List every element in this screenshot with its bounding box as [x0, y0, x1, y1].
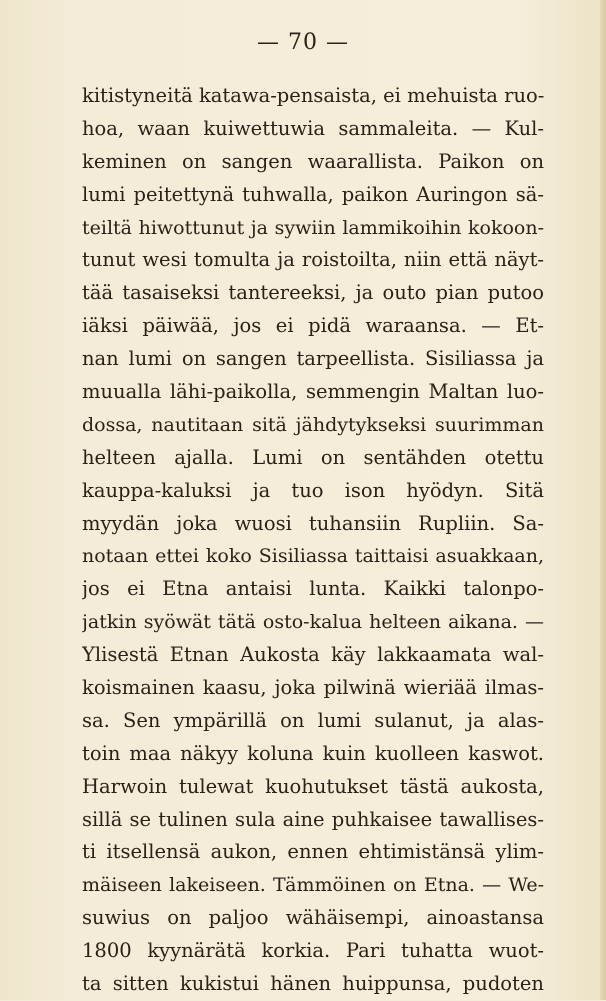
text-line: ti itsellensä aukon, ennen ehtimistänsä ylim-: [82, 840, 544, 864]
text-line: tää tasaiseksi tantereeksi, ja outo pian putoo: [82, 281, 544, 305]
text-line: Harwoin tulewat kuohutukset tästä aukosta,: [82, 774, 544, 798]
body-text: [82, 80, 544, 1001]
text-line: toin maa näkyy koluna kuin kuolleen kaswot.: [82, 741, 544, 765]
text-line: myydän joka wuosi tuhansiin Rupliin. Sa-: [82, 511, 544, 535]
page-edge: [600, 0, 606, 1000]
text-line: muualla lähi-paikolla, semmengin Maltan luo-: [82, 380, 544, 404]
text-line: teiltä hiwottunut ja sywiin lammikoihin kokoon-: [82, 216, 544, 239]
text-line: kauppa-kaluksi ja tuo ison hyödyn. Sitä: [82, 478, 544, 502]
text-line: mäiseen lakeiseen. Tämmöinen on Etna. — We-: [82, 874, 544, 897]
text-line: notaan ettei koko Sisiliassa taittaisi asuakkaan,: [82, 545, 544, 568]
text-line: nan lumi on sangen tarpeellista. Sisiliassa ja: [82, 347, 544, 371]
text-line: sa. Sen ympärillä on lumi sulanut, ja alas-: [82, 708, 544, 732]
text-line: hoa, waan kuiwettuwia sammaleita. — Kul-: [82, 116, 544, 140]
text-line: lumi peitettynä tuhwalla, paikon Auringon sä-: [82, 182, 544, 206]
text-line: dossa, nautitaan sitä jähdytykseksi suurimman: [82, 413, 544, 436]
text-line: ta sitten kukistui hänen huippunsa, pudoten: [82, 972, 544, 996]
text-line: jatkin syöwät tätä osto-kalua helteen aikana. —: [82, 611, 544, 634]
text-line: helteen ajalla. Lumi on sentähden otettu: [82, 445, 544, 469]
text-line: suwius on paljoo wähäisempi, ainoastansa: [82, 906, 544, 930]
text-line: 1800 kyynärätä korkia. Pari tuhatta wuot-: [82, 939, 544, 963]
page-number: — 70 —: [257, 30, 349, 55]
text-line: sillä se tulinen sula aine puhkaisee tawallises-: [82, 807, 544, 831]
text-line: jos ei Etna antaisi lunta. Kaikki talonpo-: [82, 577, 544, 601]
text-line: tunut wesi tomulta ja roistoilta, niin että näyt-: [82, 248, 544, 272]
text-line: kitistyneitä katawa-pensaista, ei mehuista ruo-: [82, 84, 544, 107]
text-line: iäksi päiwää, jos ei pidä waraansa. — Et-: [82, 314, 544, 338]
text-line: koismainen kaasu, joka pilwinä wieriää ilmas-: [82, 676, 544, 700]
text-line: Ylisestä Etnan Aukosta käy lakkaamata wal-: [82, 643, 544, 667]
text-line: keminen on sangen waarallista. Paikon on: [82, 149, 544, 173]
